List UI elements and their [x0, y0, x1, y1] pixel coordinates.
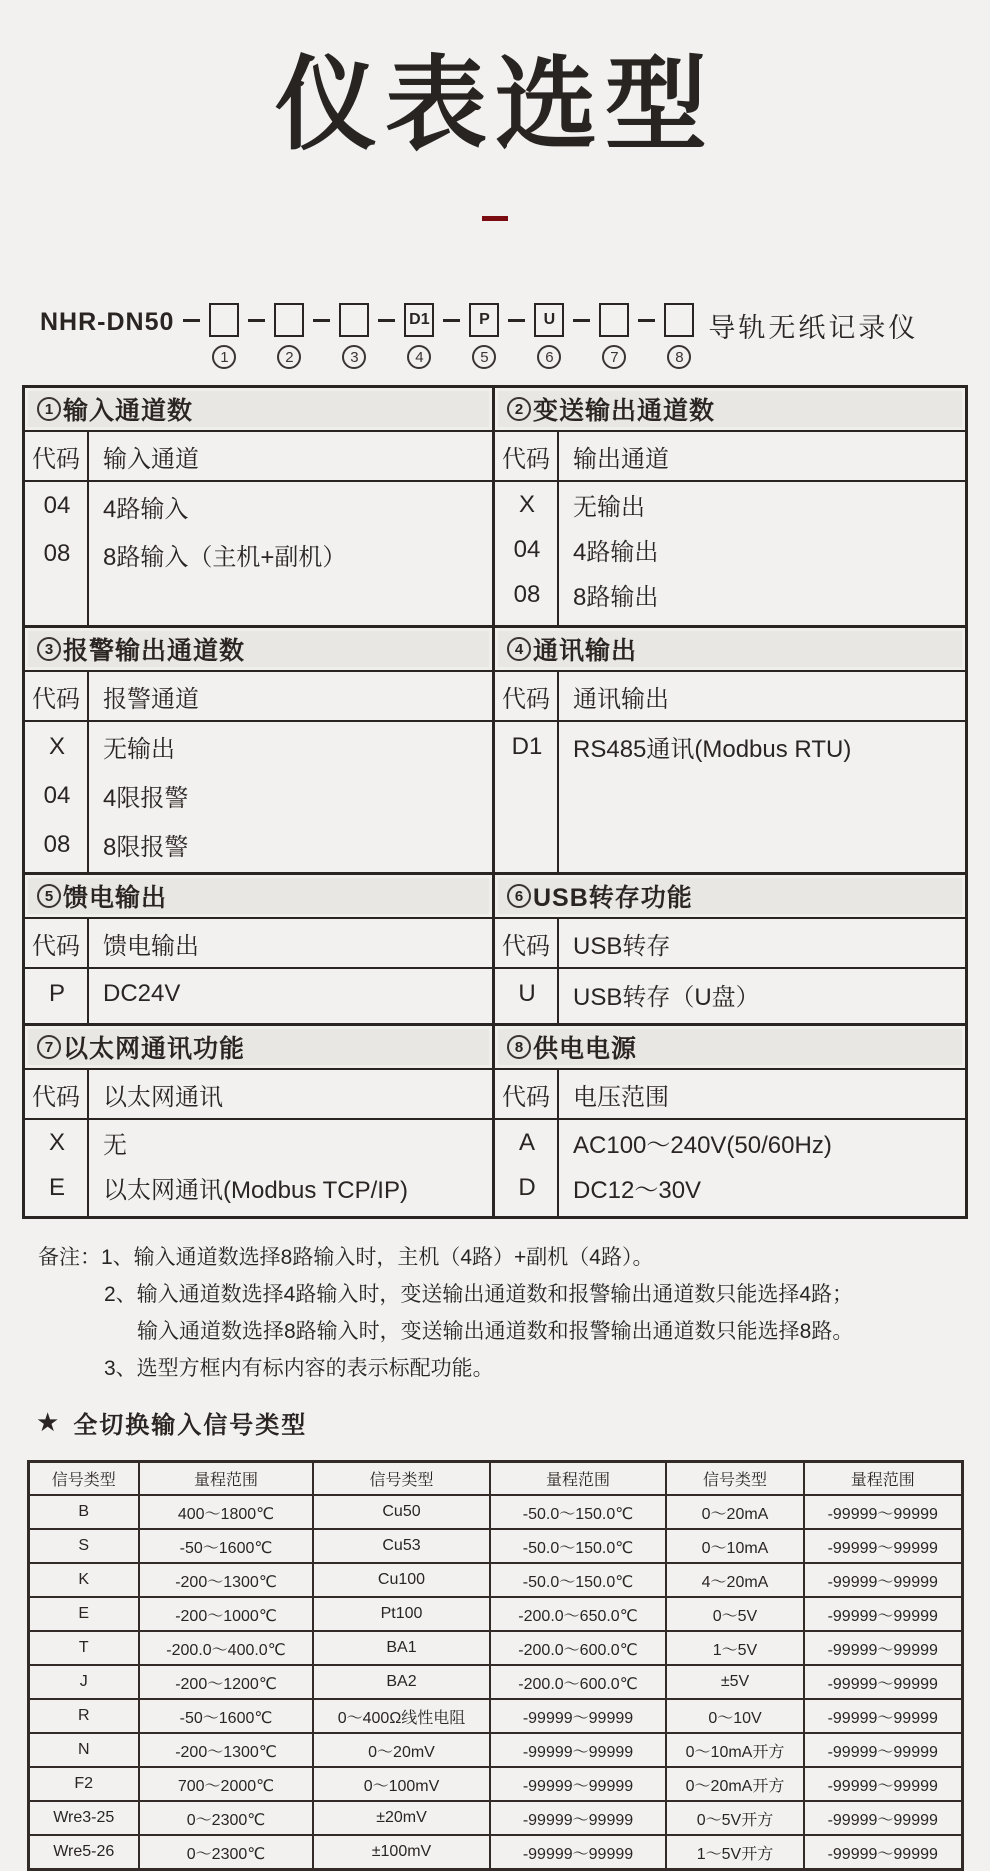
section-title: USB转存功能: [533, 884, 693, 913]
signal-range-cell: -99999～99999: [804, 1495, 962, 1529]
dash-separator: [248, 319, 265, 322]
code-header: 代码: [25, 1070, 89, 1118]
signal-type-cell: R: [28, 1699, 139, 1733]
model-prefix: NHR-DN50: [40, 308, 175, 337]
model-slot-box: [599, 303, 629, 337]
signal-row: [28, 1699, 962, 1733]
signal-type-cell: 0～5V: [666, 1597, 804, 1631]
signal-range-cell: -99999～99999: [804, 1835, 962, 1870]
section-body: [495, 722, 965, 872]
option-code: X: [48, 732, 65, 760]
dash-separator: [573, 319, 590, 322]
model-slot: [564, 303, 629, 369]
signal-range-cell: -50.0～150.0℃: [490, 1563, 666, 1597]
model-slot-box: [274, 303, 304, 337]
column-header: 以太网通讯: [103, 1083, 223, 1111]
code-header-row: [25, 672, 492, 722]
section-body: [495, 1120, 965, 1216]
signal-range-cell: -200.0～600.0℃: [490, 1631, 666, 1665]
option-code: 04: [43, 781, 71, 809]
section-number-icon: 3: [37, 637, 61, 661]
code-header: 代码: [495, 919, 559, 967]
signal-type-cell: 4～20mA: [666, 1563, 804, 1597]
option-desc: AC100～240V(50/60Hz): [573, 1132, 832, 1160]
signal-range-cell: -200.0～600.0℃: [490, 1665, 666, 1699]
signal-type-cell: Pt100: [313, 1597, 490, 1631]
option-row: [495, 527, 965, 572]
option-code: 04: [43, 492, 71, 520]
signal-table: [27, 1460, 964, 1871]
option-desc: DC24V: [103, 980, 181, 1008]
model-slot: [239, 303, 304, 369]
section-body: [495, 969, 965, 1023]
selection-row-4: [25, 1026, 965, 1216]
option-row: [25, 530, 492, 578]
model-suffix: 导轨无纸记录仪: [708, 313, 919, 344]
section-header: [25, 875, 492, 919]
signal-row: [28, 1597, 962, 1631]
option-desc: USB转存（U盘）: [573, 983, 760, 1011]
signal-range-cell: -99999～99999: [804, 1631, 962, 1665]
code-header-row: [495, 919, 965, 969]
signal-row: [28, 1495, 962, 1529]
code-header: 代码: [495, 432, 559, 480]
signal-range-cell: -99999～99999: [804, 1801, 962, 1835]
section-body: [25, 969, 492, 1023]
section-number-icon: 5: [37, 884, 61, 908]
signal-type-cell: BA1: [313, 1631, 490, 1665]
model-slot: [174, 303, 239, 369]
signal-range-cell: -200.0～400.0℃: [139, 1631, 313, 1665]
model-code-line: [40, 303, 990, 369]
signal-type-cell: ±100mV: [313, 1835, 490, 1870]
signal-row: [28, 1665, 962, 1699]
section-number-icon: 2: [507, 397, 531, 421]
code-header-row: [25, 1070, 492, 1120]
code-header: 代码: [495, 672, 559, 720]
signal-column-header: 量程范围: [804, 1462, 962, 1496]
section-alarm-output-channels: [25, 628, 495, 872]
model-slot-box: D1: [404, 303, 434, 337]
signal-row: [28, 1835, 962, 1870]
code-header-row: [495, 432, 965, 482]
signal-range-cell: -200～1200℃: [139, 1665, 313, 1699]
option-code: 04: [513, 535, 541, 563]
slot-number: 6: [537, 345, 561, 369]
signal-type-cell: 0～10mA开方: [666, 1733, 804, 1767]
slot-number: 2: [277, 345, 301, 369]
option-code: 08: [513, 580, 541, 608]
dash-separator: [183, 319, 200, 322]
option-code: U: [518, 980, 536, 1008]
section-header: [495, 875, 965, 919]
section-usb-transfer: [495, 875, 965, 1023]
signal-range-cell: -99999～99999: [490, 1835, 666, 1870]
model-slot-box: [339, 303, 369, 337]
model-slot: [434, 303, 499, 369]
option-code: A: [518, 1128, 535, 1156]
signal-column-header: 量程范围: [139, 1462, 313, 1496]
model-slot: [304, 303, 369, 369]
column-header: USB转存: [573, 932, 671, 960]
option-desc: 8限报警: [103, 834, 189, 862]
model-slot: [499, 303, 564, 369]
signal-range-cell: -200～1000℃: [139, 1597, 313, 1631]
option-row: [495, 572, 965, 617]
section-title: 供电电源: [533, 1035, 638, 1064]
signal-type-cell: E: [28, 1597, 139, 1631]
option-desc: 4路输入: [103, 495, 189, 523]
section-title: 通讯输出: [533, 637, 638, 666]
signal-range-cell: 400～1800℃: [139, 1495, 313, 1529]
page-title: 仪表选型: [275, 48, 715, 162]
section-transmit-output-channels: [495, 388, 965, 625]
section-power-feed-output: [25, 875, 495, 1023]
signal-range-cell: -99999～99999: [804, 1529, 962, 1563]
signal-type-cell: 0～100mV: [313, 1767, 490, 1801]
signal-type-cell: S: [28, 1529, 139, 1563]
option-desc: 4路输出: [573, 539, 659, 567]
section-header: [25, 1026, 492, 1070]
section-header: [495, 388, 965, 432]
signal-type-cell: 0～20mA开方: [666, 1767, 804, 1801]
option-row: [495, 482, 965, 527]
signal-type-cell: Cu100: [313, 1563, 490, 1597]
section-header: [495, 1026, 965, 1070]
option-row: [25, 1120, 492, 1165]
signal-type-cell: Cu50: [313, 1495, 490, 1529]
selection-row-1: [25, 388, 965, 628]
selection-row-2: [25, 628, 965, 875]
option-row: [25, 722, 492, 771]
column-header: 输入通道: [103, 445, 199, 473]
signal-range-cell: -99999～99999: [490, 1767, 666, 1801]
signal-type-cell: 0～20mA: [666, 1495, 804, 1529]
signal-range-cell: -99999～99999: [804, 1597, 962, 1631]
signal-row: [28, 1801, 962, 1835]
section-title: 报警输出通道数: [63, 637, 246, 666]
signal-type-cell: T: [28, 1631, 139, 1665]
signal-table-body: [28, 1495, 962, 1870]
section-body: [25, 1120, 492, 1216]
section-title: 变送输出通道数: [533, 397, 716, 426]
signal-header-row: [28, 1462, 962, 1496]
signal-row: [28, 1767, 962, 1801]
signal-type-cell: Wre3-25: [28, 1801, 139, 1835]
signal-type-cell: BA2: [313, 1665, 490, 1699]
option-desc: 以太网通讯(Modbus TCP/IP): [103, 1177, 408, 1205]
signal-type-cell: B: [28, 1495, 139, 1529]
signal-section-heading: [36, 1405, 990, 1440]
signal-range-cell: -200.0～650.0℃: [490, 1597, 666, 1631]
option-desc: 8路输出: [573, 584, 659, 612]
signal-column-header: 量程范围: [490, 1462, 666, 1496]
note-line-1: 备注：1、输入通道数选择8路输入时，主机（4路）+副机（4路）。: [38, 1246, 654, 1270]
section-number-icon: 6: [507, 884, 531, 908]
column-header: 馈电输出: [103, 932, 199, 960]
signal-range-cell: -99999～99999: [490, 1801, 666, 1835]
dash-separator: [378, 319, 395, 322]
option-desc: 无输出: [573, 494, 645, 522]
model-slot-box: [209, 303, 239, 337]
code-header-row: [495, 672, 965, 722]
section-body: [25, 722, 492, 872]
slot-number: 8: [667, 345, 691, 369]
signal-type-cell: 0～10V: [666, 1699, 804, 1733]
section-number-icon: 7: [37, 1035, 61, 1059]
notes: [38, 1239, 990, 1387]
signal-type-cell: F2: [28, 1767, 139, 1801]
option-desc: 8路输入（主机+副机）: [103, 543, 347, 571]
slot-number: 3: [342, 345, 366, 369]
option-row: [495, 722, 965, 771]
signal-range-cell: -50.0～150.0℃: [490, 1495, 666, 1529]
signal-range-cell: -99999～99999: [804, 1665, 962, 1699]
signal-range-cell: -200～1300℃: [139, 1563, 313, 1597]
section-comm-output: [495, 628, 965, 872]
signal-range-cell: -50～1600℃: [139, 1529, 313, 1563]
option-desc: 无: [103, 1132, 127, 1160]
signal-type-cell: ±20mV: [313, 1801, 490, 1835]
option-row: [495, 1120, 965, 1165]
model-slot-box: P: [469, 303, 499, 337]
option-row: [495, 1165, 965, 1210]
signal-range-cell: -50.0～150.0℃: [490, 1529, 666, 1563]
option-row: [25, 771, 492, 820]
signal-range-cell: -99999～99999: [490, 1699, 666, 1733]
column-header: 输出通道: [573, 445, 669, 473]
model-slot: [629, 303, 694, 369]
note-line-4: 3、选型方框内有标内容的表示标配功能。: [104, 1357, 494, 1381]
signal-heading-text: 全切换输入信号类型: [73, 1412, 308, 1440]
column-header: 报警通道: [103, 685, 199, 713]
section-body: [25, 482, 492, 625]
dash-separator: [508, 319, 525, 322]
signal-range-cell: -50～1600℃: [139, 1699, 313, 1733]
note-line-2: 2、输入通道数选择4路输入时，变送输出通道数和报警输出通道数只能选择4路；: [104, 1283, 854, 1307]
slot-number: 4: [407, 345, 431, 369]
section-header: [25, 388, 492, 432]
model-slot: [369, 303, 434, 369]
section-header: [25, 628, 492, 672]
signal-type-cell: 0～400Ω线性电阻: [313, 1699, 490, 1733]
signal-column-header: 信号类型: [666, 1462, 804, 1496]
signal-type-cell: J: [28, 1665, 139, 1699]
signal-type-cell: Cu53: [313, 1529, 490, 1563]
signal-range-cell: -99999～99999: [804, 1699, 962, 1733]
model-slot-box: [664, 303, 694, 337]
signal-type-cell: K: [28, 1563, 139, 1597]
code-header: 代码: [25, 919, 89, 967]
section-number-icon: 4: [507, 637, 531, 661]
option-code: X: [48, 1128, 65, 1156]
signal-range-cell: -99999～99999: [804, 1563, 962, 1597]
code-header: 代码: [25, 432, 89, 480]
signal-type-cell: N: [28, 1733, 139, 1767]
option-code: 08: [43, 830, 71, 858]
signal-range-cell: 0～2300℃: [139, 1835, 313, 1870]
option-code: P: [48, 980, 65, 1008]
option-code: E: [48, 1173, 65, 1201]
code-header: 代码: [25, 672, 89, 720]
slot-number: 5: [472, 345, 496, 369]
model-slots: [174, 303, 694, 369]
section-title: 馈电输出: [63, 884, 168, 913]
section-number-icon: 8: [507, 1035, 531, 1059]
option-row: [25, 969, 492, 1019]
note-line-3: 输入通道数选择8路输入时，变送输出通道数和报警输出通道数只能选择8路。: [137, 1320, 854, 1344]
slot-number: 1: [212, 345, 236, 369]
slot-number: 7: [602, 345, 626, 369]
selection-table: [22, 385, 968, 1219]
signal-column-header: 信号类型: [28, 1462, 139, 1496]
code-header-row: [495, 1070, 965, 1120]
signal-type-cell: 1～5V开方: [666, 1835, 804, 1870]
option-row: [495, 969, 965, 1019]
option-desc: RS485通讯(Modbus RTU): [573, 736, 852, 764]
dash-separator: [313, 319, 330, 322]
signal-range-cell: 0～2300℃: [139, 1801, 313, 1835]
option-code: D1: [511, 732, 543, 760]
section-title: 以太网通讯功能: [63, 1035, 246, 1064]
option-desc: DC12～30V: [573, 1177, 702, 1205]
option-code: X: [518, 490, 535, 518]
column-header: 电压范围: [573, 1083, 669, 1111]
section-title: 输入通道数: [63, 397, 194, 426]
option-desc: 4限报警: [103, 785, 189, 813]
option-desc: 无输出: [103, 736, 175, 764]
option-row: [25, 482, 492, 530]
signal-type-cell: ±5V: [666, 1665, 804, 1699]
signal-type-cell: Wre5-26: [28, 1835, 139, 1870]
title-underline: [482, 216, 508, 221]
signal-type-cell: 0～5V开方: [666, 1801, 804, 1835]
section-header: [495, 628, 965, 672]
signal-row: [28, 1529, 962, 1563]
option-code: D: [518, 1173, 536, 1201]
model-slot-box: U: [534, 303, 564, 337]
section-ethernet-comm: [25, 1026, 495, 1216]
signal-type-cell: 1～5V: [666, 1631, 804, 1665]
dash-separator: [638, 319, 655, 322]
signal-row: [28, 1563, 962, 1597]
signal-range-cell: -99999～99999: [804, 1767, 962, 1801]
code-header: 代码: [495, 1070, 559, 1118]
section-body: [495, 482, 965, 625]
option-code: 08: [43, 540, 71, 568]
signal-row: [28, 1733, 962, 1767]
selection-row-3: [25, 875, 965, 1026]
signal-row: [28, 1631, 962, 1665]
code-header-row: [25, 432, 492, 482]
signal-type-cell: 0～10mA: [666, 1529, 804, 1563]
signal-column-header: 信号类型: [313, 1462, 490, 1496]
option-row: [25, 820, 492, 869]
option-row: [25, 1165, 492, 1210]
section-number-icon: 1: [37, 397, 61, 421]
section-power-supply: [495, 1026, 965, 1216]
star-icon: ★: [36, 1407, 62, 1438]
signal-range-cell: -99999～99999: [804, 1733, 962, 1767]
signal-range-cell: 700～2000℃: [139, 1767, 313, 1801]
signal-type-cell: 0～20mV: [313, 1733, 490, 1767]
dash-separator: [443, 319, 460, 322]
code-header-row: [25, 919, 492, 969]
signal-range-cell: -200～1300℃: [139, 1733, 313, 1767]
column-header: 通讯输出: [573, 685, 669, 713]
signal-range-cell: -99999～99999: [490, 1733, 666, 1767]
section-input-channels: [25, 388, 495, 625]
